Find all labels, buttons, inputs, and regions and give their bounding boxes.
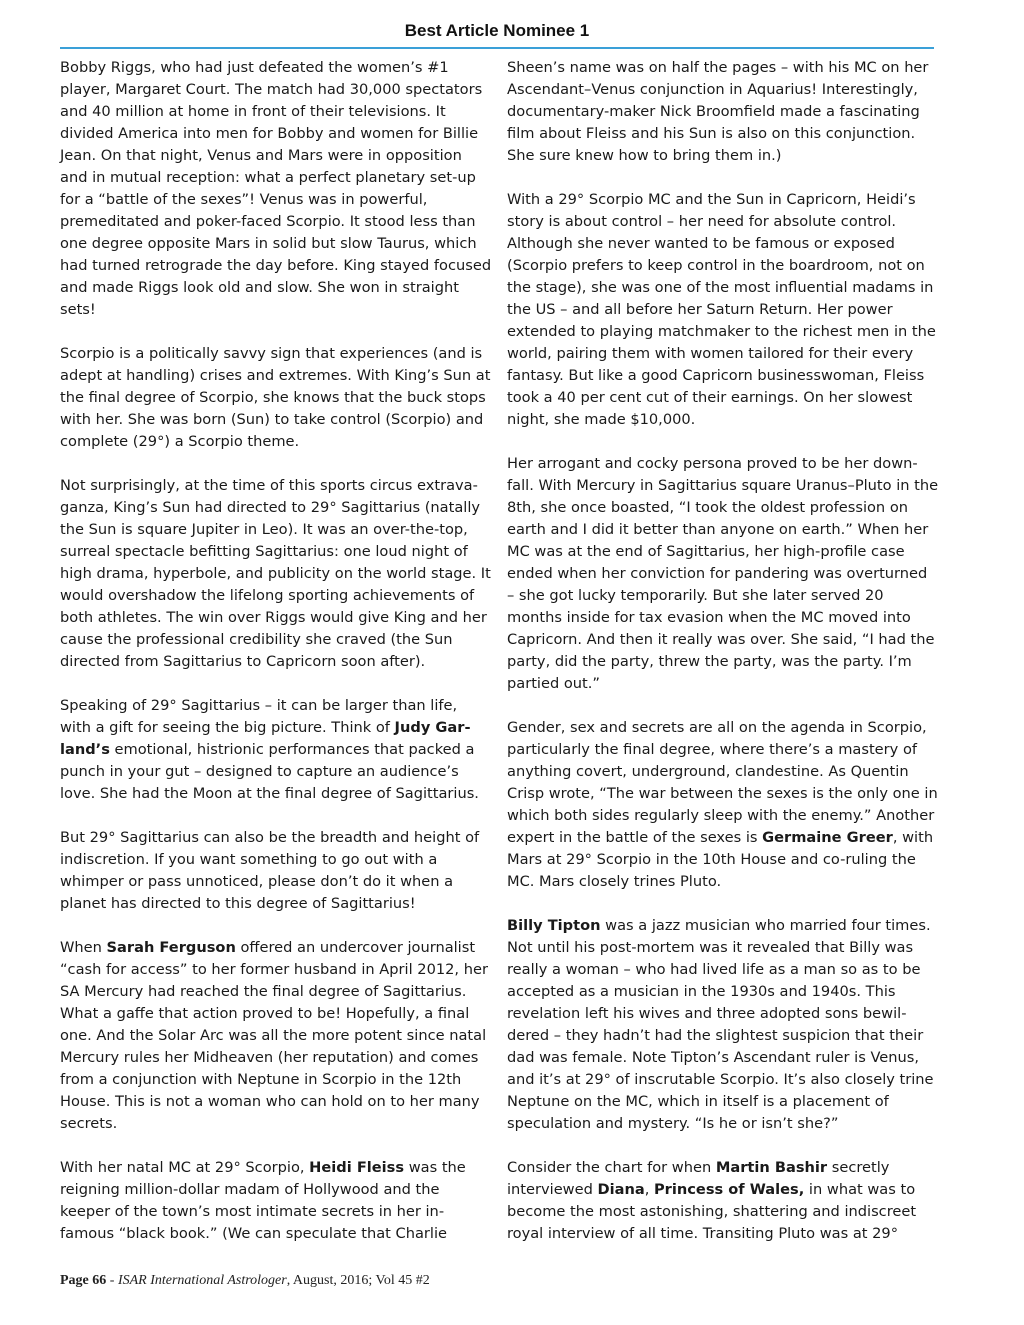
- bold-name: Germaine Greer: [762, 829, 893, 846]
- text-run: , with Mars at 29° Scorpio in the 10th House and co-ruling the MC. Mars closely trines Pluto.: [507, 829, 934, 890]
- bold-name: Sarah Ferguson: [106, 939, 236, 956]
- bold-name: Diana: [597, 1181, 645, 1198]
- text-run: When: [60, 939, 107, 956]
- bold-name: Martin Bashir: [715, 1159, 828, 1176]
- paragraph: [60, 1157, 492, 1245]
- text-run: Gender, sex and secrets are all on the agenda in Scorpio, particularly the final degree, where there’s a mastery of anything covert, underground, clandestine. As Quentin Crisp wrote, “The war between the sexes is the only one in which both sides regularly sleep with the enemy.” Another expert in the battle of the sexes is: [507, 719, 938, 846]
- text-run: emotional, histrionic performances that packed a punch in your gut – designed to capture an audience’s love. She had the Moon at the final degree of Sagittarius.: [60, 741, 479, 802]
- paragraph: With a 29° Scorpio MC and the Sun in Capricorn, Heidi’s story is about control – her need for absolute control. Although she never wanted to be famous or exposed (Scorpio prefers to keep control in the boardroom, not on the stage), she was one of the most influential madams in the US – and all before her Saturn Return. Her power extended to playing matchmaker to the richest men in the world, pairing them with women tailored for their every fantasy. But like a good Capricorn businesswoman, Fleiss took a 40 per cent cut of their earnings. On her slowest night, she made $10,000.: [507, 191, 936, 428]
- text-run: ,: [644, 1181, 654, 1198]
- page-footer: [60, 1272, 934, 1290]
- paragraph: Bobby Riggs, who had just defeated the women’s #1 player, Margaret Court. The match had 30,000 spectators and 40 million at home in front of their televisions. It divided America into men for Bobby and women for Billie Jean. On that night, Venus and Mars were in opposition and in mutual reception: what a perfect planetary set-up for a “battle of the sexes”! Venus was in powerful, premeditated and poker-faced Scorpio. It stood less than one degree opposite Mars in solid but slow Taurus, which had turned retrograde the day before. King stayed focused and made Riggs look old and slow. She won in straight sets!: [60, 59, 492, 318]
- paragraph: [60, 695, 492, 805]
- issue-info: , August, 2016; Vol 45 #2: [286, 1273, 430, 1288]
- paragraph: [507, 717, 939, 893]
- text-run: offered an undercover journalist “cash for access” to her former husband in April 2012, her SA Mercury had reached the final degree of Sagittarius. What a gaffe that action proved to be! Hopefully, a final one. And the Solar Arc was all the more potent since natal Mercury rules her Midheaven (her reputation) and comes from a conjunction with Neptune in Scorpio in the 12th House. This is not a woman who can hold on to her many secrets.: [60, 939, 488, 1132]
- text-run: With her natal MC at 29° Scorpio,: [60, 1159, 310, 1176]
- left-column: [60, 57, 492, 1267]
- bold-name: Billy Tipton: [507, 917, 601, 934]
- bold-name: Judy Garland’s: [60, 719, 471, 758]
- page-title: Best Article Nominee 1: [404, 21, 590, 40]
- bold-name: Heidi Fleiss: [309, 1159, 405, 1176]
- paragraph: [60, 937, 492, 1135]
- text-run: Speaking of 29° Sagittarius – it can be larger than life, with a gift for seeing the big picture. Think of: [60, 697, 458, 736]
- page-number: Page 66: [60, 1273, 107, 1288]
- publication-name: ISAR International Astrologer: [117, 1273, 287, 1288]
- text-run: in what was to become the most astonishing, shattering and indiscreet royal interview of all time. Transiting Pluto was at 29°: [507, 1181, 917, 1242]
- footer-separator: -: [106, 1273, 118, 1288]
- paragraph: Sheen’s name was on half the pages – with his MC on her Ascendant–Venus conjunction in Aquarius! Interestingly, documentary-maker Nick Broomfield made a fascinating film about Fleiss and his Sun is also on this conjunction. She sure knew how to bring them in.): [507, 59, 929, 164]
- paragraph: Her arrogant and cocky persona proved to be her downfall. With Mercury in Sagittarius square Uranus–Pluto in the 8th, she once boasted, “I took the oldest profession on earth and I did it better than anyone on earth.” When her MC was at the end of Sagittarius, her high-profile case ended when her conviction for pandering was overturned – she got lucky temporarily. But she later served 20 months inside for tax evasion when the MC moved into Capricorn. And then it really was over. She said, “I had the party, did the party, threw the party, was the party. I’m partied out.”: [507, 455, 939, 692]
- text-run: Consider the chart for when: [507, 1159, 716, 1176]
- paragraph: [507, 1157, 939, 1245]
- text-run: was the reigning million-dollar madam of Hollywood and the keeper of the town’s most intimate secrets in her infamous “black book.” (We can speculate that Charlie: [60, 1159, 466, 1242]
- paragraph: But 29° Sagittarius can also be the breadth and height of indiscretion. If you want something to go out with a whimper or pass unnoticed, please don’t do it when a planet has directed to this degree of Sagittarius!: [60, 829, 480, 912]
- paragraph: [507, 915, 939, 1135]
- paragraph: Scorpio is a politically savvy sign that experiences (and is adept at handling) crises and extremes. With King’s Sun at the final degree of Scorpio, she knows that the buck stops with her. She was born (Sun) to take control (Scorpio) and complete (29°) a Scorpio theme.: [60, 345, 491, 450]
- header-rule: [60, 47, 934, 49]
- paragraph: Not surprisingly, at the time of this sports circus extravaganza, King’s Sun had directed to 29° Sagittarius (natally the Sun is square Jupiter in Leo). It was an over-the-top, surreal spectacle befitting Sagittarius: one loud night of high drama, hyperbole, and publicity on the world stage. It would overshadow the lifelong sporting achievements of both athletes. The win over Riggs would give King and her cause the professional credibility she craved (the Sun directed from Sagittarius to Capricorn soon after).: [60, 477, 491, 670]
- right-column: [507, 57, 939, 1267]
- text-run: was a jazz musician who married four times. Not until his post-mortem was it revealed that Billy was really a woman – who had lived life as a man so as to be accepted as a musician in the 1930s and 1940s. This revelation left his wives and three adopted sons bewildered – they hadn’t had the slightest suspicion that their dad was female. Note Tipton’s Ascendant ruler is Venus, and it’s at 29° of inscrutable Scorpio. It’s also closely trine Neptune on the MC, which in itself is a placement of speculation and mystery. “Is he or isn’t she?”: [507, 917, 934, 1132]
- text-run: secretly interviewed: [507, 1159, 890, 1198]
- bold-name: Princess of Wales,: [653, 1181, 805, 1198]
